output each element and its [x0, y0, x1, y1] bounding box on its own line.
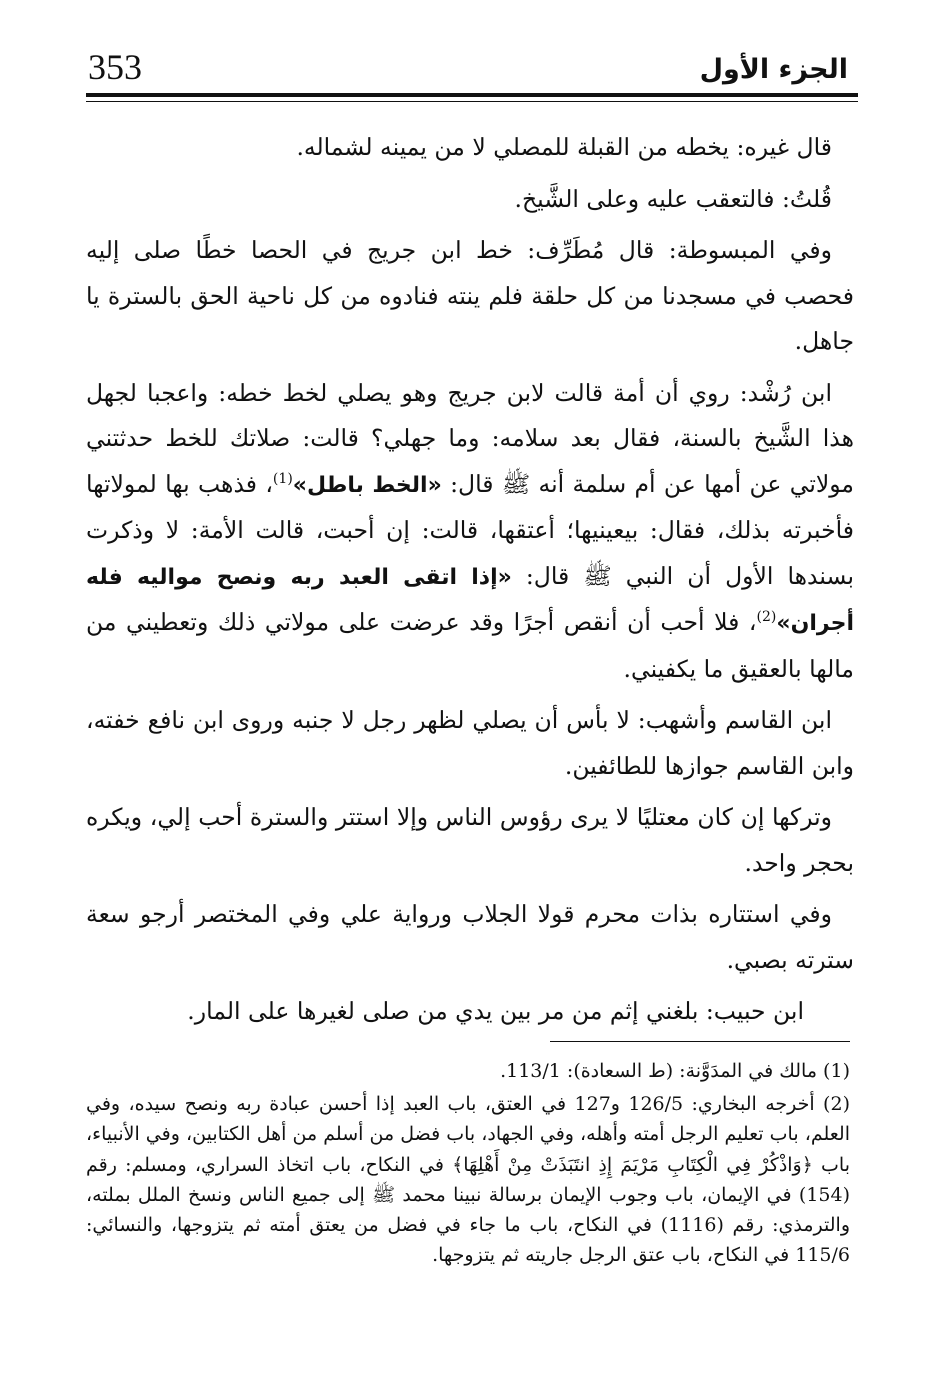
paragraph: وتركها إن كان معتليًا لا يرى رؤوس الناس وإلا استتر والسترة أحب إلي، ويكره بحجر واحد. — [86, 803, 854, 877]
text-run: ، فلا أحب أن أنقص أجرًا وقد عرضت على مولاتي ذلك وتعطيني من مالها بالعقيق ما يكفيني. — [86, 608, 854, 683]
hadith-quote: «الخط باطل» — [292, 472, 442, 498]
footnote: (1) مالك في المدَوَّنة: (ط السعادة): 113/1. — [500, 1060, 850, 1082]
footnote-ref[interactable]: (1) — [272, 470, 293, 487]
footnotes — [86, 1056, 850, 1270]
main-text — [86, 125, 854, 1035]
paragraph: قال غيره: يخطه من القبلة للمصلي لا من يمينه لشماله. — [296, 133, 832, 161]
paragraph: ابن القاسم وأشهب: لا بأس أن يصلي لظهر رجل لا جنبه وروى ابن نافع خفته، وابن القاسم جوازها للطائفين. — [86, 706, 854, 780]
footnote-separator — [550, 1041, 850, 1042]
running-header: الجزء الأول — [699, 54, 848, 85]
header-rule-thick — [86, 93, 858, 97]
footnote-ref[interactable]: (2) — [756, 609, 777, 626]
text-run: ، فذهب بها لمولاتها فأخبرته بذلك، فقال: بيعينيها؛ أعتقها، قالت: إن أحبت، قالت الأمة: لا وذكرت بسندها الأول أن النبي ﷺ قال: — [86, 469, 854, 590]
paragraph: وفي استتاره بذات محرم قولا الجلاب ورواية علي وفي المختصر أرجو سعة سترته بصبي. — [86, 900, 854, 974]
header-rule-thin — [86, 101, 858, 102]
paragraph — [86, 371, 854, 693]
paragraph: قُلتُ: فالتعقب عليه وعلى الشَّيخ. — [514, 184, 832, 213]
text-run: ابن رُشْد: روي أن أمة قالت لابن جريج وهو يصلي لخط خطه: واعجبا لجهل هذا الشَّيخ بالسنة، فقال بعد سلامه: وما جهلي؟ قالت: صلاتك للخط حدثتني مولاتي عن أمها عن أم سلمة أنه ﷺ قال: — [86, 378, 854, 498]
page-number: 353 — [88, 47, 142, 87]
footnote: (2) أخرجه البخاري: 126/5 و127 في العتق، باب العبد إذا أحسن عبادة ربه ونصح سيده، وفي العلم، باب تعليم الرجل أمته وأهله، وفي الجهاد، باب فضل من أسلم من أهل الكتابين، وفي الأنبياء، باب ﴿وَاذْكُرْ فِي الْكِتَابِ مَرْيَمَ إِذِ انتَبَذَتْ مِنْ أَهْلِهَا﴾ في النكاح، باب اتخاذ السراري، ومسلم: رقم (154) في الإيمان، باب وجوب الإيمان برسالة نبينا محمد ﷺ إلى جميع الناس ونسخ الملل بملته، والترمذي: رقم (1116) في النكاح، باب ما جاء في فضل من يعتق أمته ثم يتزوجها، والنسائي: 115/6 في النكاح، باب عتق الرجل جاريته ثم يتزوجها. — [86, 1093, 851, 1267]
paragraph: وفي المبسوطة: قال مُطَرِّف: خط ابن جريج في الحصا خطًا صلى إليه فحصب في مسجدنا من كل حلقة فلم ينته فنادوه من كل ناحية الحق بالسترة يا جاهل. — [86, 236, 854, 355]
paragraph: ابن حبيب: بلغني إثم من مر بين يدي من صلى لغيرها على المار. — [187, 997, 804, 1025]
hadith-quote: «إذا اتقى العبد ربه ونصح مواليه فله أجران» — [86, 564, 854, 636]
